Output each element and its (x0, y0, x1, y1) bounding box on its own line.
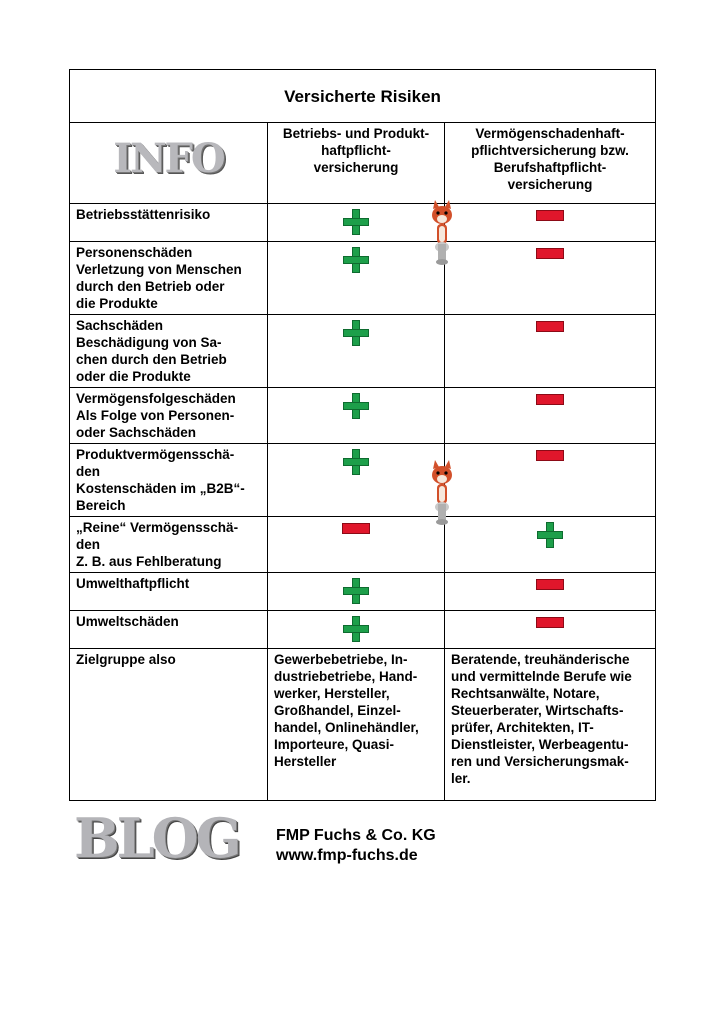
col1-mark-cell (268, 517, 445, 573)
col2-header (445, 123, 656, 204)
blog-logo (74, 808, 270, 868)
fox-mascot-icon (428, 200, 456, 266)
red-minus-icon (536, 248, 564, 259)
table-row (70, 242, 656, 315)
row-label: Produktvermögensschä- den Kostenschäden im „B2B“- Bereich (70, 444, 268, 517)
red-minus-icon (536, 394, 564, 405)
col2-mark-cell (445, 611, 656, 649)
table-row (70, 517, 656, 573)
table-row (70, 611, 656, 649)
red-minus-icon (536, 617, 564, 628)
red-minus-icon (536, 579, 564, 590)
col2-mark-cell (445, 573, 656, 611)
header-row (70, 123, 656, 204)
row-label: Umwelthaftpflicht (70, 573, 268, 611)
table-row (70, 444, 656, 517)
company-info (276, 826, 436, 866)
col2-header-text: Vermögenschadenhaft- pflichtversicherung bzw. Berufshaftpflicht- versicherung (471, 126, 629, 192)
col1-header-text: Betriebs- und Produkt- haftpflicht- versicherung (282, 126, 430, 175)
row-label: Vermögensfolgeschäden Als Folge von Personen- oder Sachschäden (70, 388, 268, 444)
company-name: FMP Fuchs & Co. KG (276, 827, 436, 844)
col1-header (268, 123, 445, 204)
table-row (70, 315, 656, 388)
row-label: Umweltschäden (70, 611, 268, 649)
row-label: „Reine“ Vermögensschä- den Z. B. aus Fehlberatung (70, 517, 268, 573)
col1-mark-cell (268, 611, 445, 649)
col2-mark-cell (445, 388, 656, 444)
green-plus-icon (537, 522, 563, 548)
green-plus-icon (343, 320, 369, 346)
col2-mark-cell (445, 204, 656, 242)
col1-mark-cell (268, 444, 445, 517)
info-logo-text: INFO (113, 135, 224, 182)
company-url[interactable]: www.fmp-fuchs.de (276, 847, 418, 864)
row-label: Personenschäden Verletzung von Menschen durch den Betrieb oder die Produkte (70, 242, 268, 315)
red-minus-icon (536, 450, 564, 461)
col1-mark-cell (268, 388, 445, 444)
green-plus-icon (343, 393, 369, 419)
row-label: Sachschäden Beschädigung von Sa- chen durch den Betrieb oder die Produkte (70, 315, 268, 388)
green-plus-icon (343, 578, 369, 604)
blog-logo-text: BLOG (74, 806, 239, 870)
col1-mark-cell (268, 573, 445, 611)
target-label: Zielgruppe also (70, 649, 268, 801)
row-label: Betriebsstättenrisiko (70, 204, 268, 242)
col2-mark-cell (445, 242, 656, 315)
risk-table (69, 69, 656, 801)
col2-mark-cell (445, 315, 656, 388)
red-minus-icon (536, 321, 564, 332)
target-col2: Beratende, treuhänderische und vermittelnde Berufe wie Rechtsanwälte, Notare, Steuerberater, Wirtschafts- prüfer, Architekten, IT- Dienstleister, Werbeagentu- ren und Versicherungsmak- ler. (445, 649, 656, 801)
target-row (70, 649, 656, 801)
title-row (70, 70, 656, 123)
col1-mark-cell (268, 242, 445, 315)
green-plus-icon (343, 449, 369, 475)
col2-mark-cell (445, 444, 656, 517)
table-row (70, 204, 656, 242)
col2-mark-cell (445, 517, 656, 573)
green-plus-icon (343, 209, 369, 235)
green-plus-icon (343, 616, 369, 642)
info-logo (70, 123, 268, 204)
col1-mark-cell (268, 315, 445, 388)
table-row (70, 573, 656, 611)
red-minus-icon (536, 210, 564, 221)
fox-mascot-icon (428, 460, 456, 526)
green-plus-icon (343, 247, 369, 273)
target-col1: Gewerbebetriebe, In- dustriebetriebe, Hand- werker, Hersteller, Großhandel, Einzel- handel, Onlinehändler, Importeure, Quasi- Hersteller (268, 649, 445, 801)
table-row (70, 388, 656, 444)
col1-mark-cell (268, 204, 445, 242)
red-minus-icon (342, 523, 370, 534)
table-title: Versicherte Risiken (70, 70, 656, 123)
